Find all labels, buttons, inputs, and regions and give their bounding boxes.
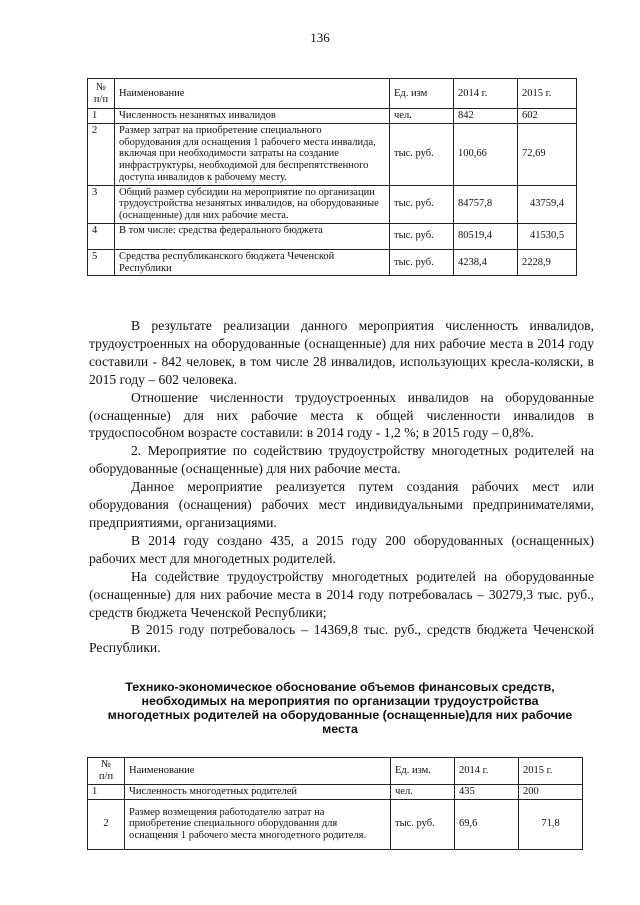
cell-name: Размер возмещения работодателю затрат на приобретение специального оборудования для оснащения 1 рабочего места многодетного родителя.	[125, 799, 391, 849]
table-header-row	[88, 758, 583, 785]
cell-2014: 4238,4	[454, 249, 518, 276]
cell-2015: 43759,4	[518, 185, 577, 223]
paragraph: В 2015 году потребовалось – 14369,8 тыс. руб., средств бюджета Чеченской Республики.	[89, 622, 594, 656]
table-row	[88, 123, 577, 185]
paragraph: Отношение численности трудоустроенных инвалидов на оборудованные (оснащенные) для них рабочие места к общей численности инвалидов в трудоспособном возрасте составили: в 2014 году - 1,2 %; в 2015 году – 0,8%.	[89, 389, 594, 441]
table-row	[88, 799, 583, 849]
table-parents-employment	[87, 757, 583, 850]
paragraph: На содействие трудоустройству многодетных родителей на оборудованные (оснащенные) для них рабочие места в 2014 году потребовалась – 30279,3 тыс. руб., средств бюджета Чеченской Республики;	[89, 568, 594, 620]
cell-unit: тыс. руб.	[391, 799, 455, 849]
paragraph: В результате реализации данного мероприятия численность инвалидов, трудоустроенных на оборудованные (оснащенные) для них рабочие места в 2014 году составили - 842 человек, в том числе 28 инвалидов, использующих кресла-коляски, в 2015 году – 602 человека.	[89, 318, 594, 387]
cell-2014: 100,66	[454, 123, 518, 185]
table-row	[88, 249, 577, 276]
cell-unit: тыс. руб.	[390, 223, 454, 249]
cell-number: 1	[88, 109, 115, 124]
cell-2014: 435	[455, 785, 519, 800]
cell-unit: тыс. руб.	[390, 123, 454, 185]
cell-name: Численность многодетных родителей	[125, 785, 391, 800]
cell-2015: 41530,5	[518, 223, 577, 249]
table-header-row	[88, 79, 577, 109]
header-number: № п/п	[88, 758, 125, 785]
table-row	[88, 109, 577, 124]
cell-2014: 80519,4	[454, 223, 518, 249]
cell-name: Численность незанятых инвалидов	[115, 109, 390, 124]
cell-number: 4	[88, 223, 115, 249]
cell-unit: тыс. руб.	[390, 249, 454, 276]
paragraph: В 2014 году создано 435, а 2015 году 200 оборудованных (оснащенных) рабочих мест для многодетных родителей.	[89, 532, 594, 566]
table-disabled-employment	[87, 78, 577, 276]
header-unit: Ед. изм.	[391, 758, 455, 785]
paragraph: Данное мероприятие реализуется путем создания рабочих мест или оборудования (оснащения) рабочих мест индивидуальными предпринимателями, предприятиями, организациями.	[89, 479, 594, 530]
cell-2015: 602	[518, 109, 577, 124]
table-row	[88, 785, 583, 800]
cell-name: В том числе: средства федерального бюджета	[115, 223, 390, 249]
body-text	[89, 317, 594, 657]
cell-2015: 72,69	[518, 123, 577, 185]
header-number: № п/п	[88, 79, 115, 109]
cell-number: 2	[88, 123, 115, 185]
cell-number: 3	[88, 185, 115, 223]
cell-number: 2	[88, 799, 125, 849]
cell-unit: тыс. руб.	[390, 185, 454, 223]
cell-2015: 71,8	[519, 799, 583, 849]
cell-name: Общий размер субсидии на мероприятие по организации трудоустройства незанятых инвалидов, на оборудованные (оснащенные) для них рабочие места.	[115, 185, 390, 223]
cell-2014: 84757,8	[454, 185, 518, 223]
header-2015: 2015 г.	[519, 758, 583, 785]
cell-number: 5	[88, 249, 115, 276]
cell-unit: чел.	[391, 785, 455, 800]
paragraph: 2. Мероприятие по содействию трудоустройству многодетных родителей на оборудованные (оснащенные) для них рабочие места.	[89, 443, 594, 477]
cell-2015: 2228,9	[518, 249, 577, 276]
page-number: 136	[310, 30, 330, 45]
cell-2015: 200	[519, 785, 583, 800]
header-2014: 2014 г.	[454, 79, 518, 109]
table-row	[88, 185, 577, 223]
cell-2014: 69,6	[455, 799, 519, 849]
cell-number: 1	[88, 785, 125, 800]
cell-name: Размер затрат на приобретение специального оборудования для оснащения 1 рабочего места инвалида, включая при необходимости затраты на создание инфраструктуры, необходимой для беспрепятственного доступа инвалидов к рабочему месту.	[115, 123, 390, 185]
header-2015: 2015 г.	[518, 79, 577, 109]
header-name: Наименование	[115, 79, 390, 109]
header-2014: 2014 г.	[455, 758, 519, 785]
section-heading: Технико-экономическое обоснование объемов финансовых средств, необходимых на мероприятия по организации трудоустройства многодетных родителей на оборудованные (оснащенные)для них рабочие места	[107, 680, 573, 736]
header-name: Наименование	[125, 758, 391, 785]
cell-name: Средства республиканского бюджета Чеченской Республики	[115, 249, 390, 276]
header-unit: Ед. изм	[390, 79, 454, 109]
cell-unit: чел.	[390, 109, 454, 124]
table-row	[88, 223, 577, 249]
cell-2014: 842	[454, 109, 518, 124]
